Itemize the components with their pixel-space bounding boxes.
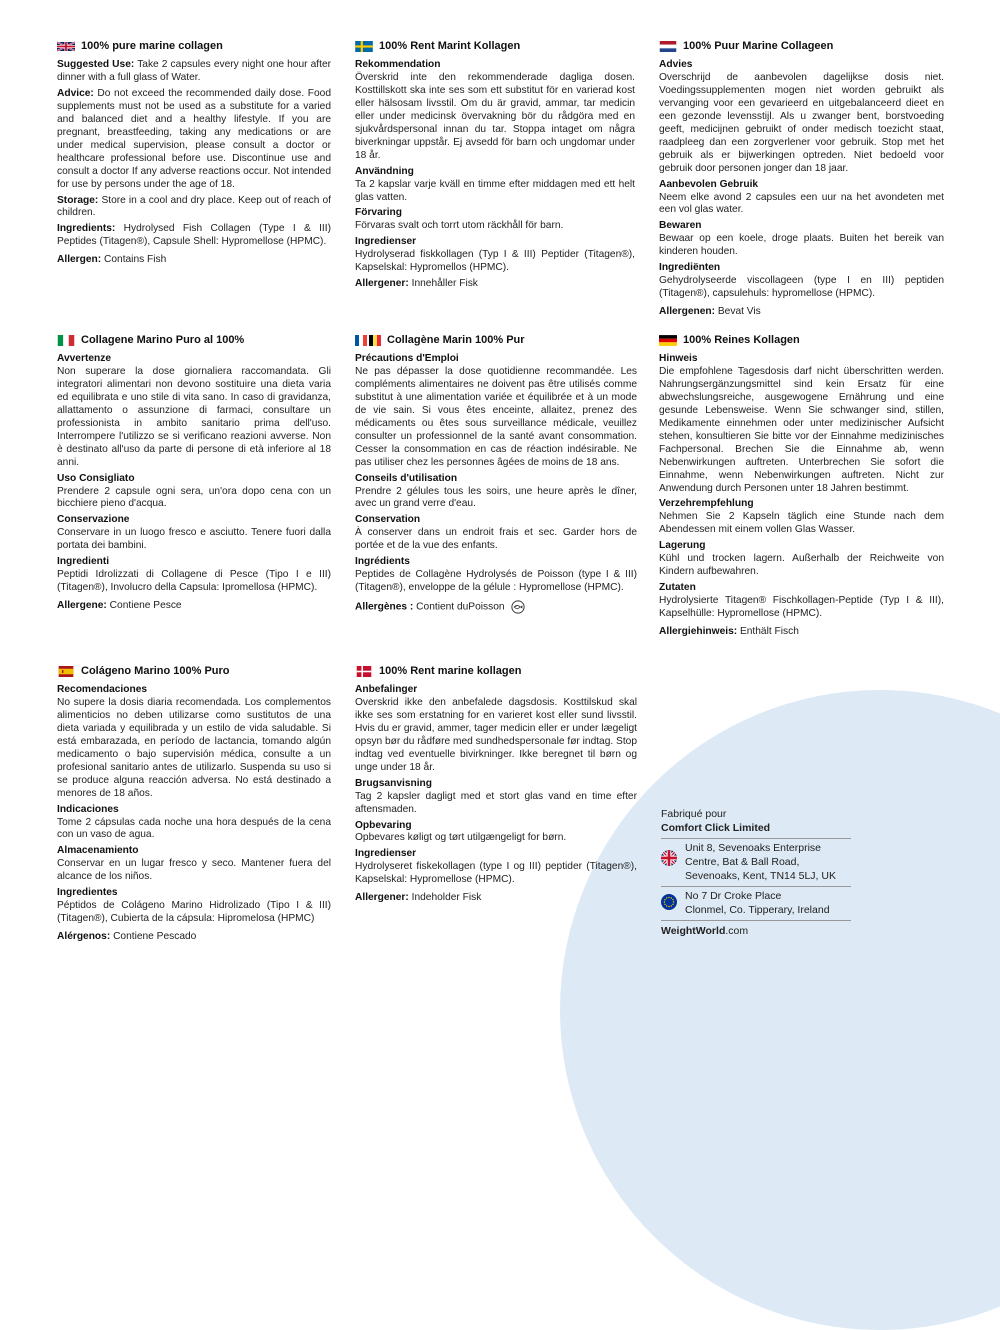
heading: Hinweis: [659, 352, 698, 364]
heading: Ingredienti: [57, 556, 110, 568]
paragraph: Ne pas dépasser la dose quotidienne recommandée. Les compléments alimentaires ne doivent pas être utilisés comme substitut à une alimentation variée et équilibrée et à un mode de vie sain. Si vous êtes enceinte, allaitez, prenez des médicaments ou êtes sous surveillance médicale, veuillez consulter un professionnel de la santé avant consommation. Cesser la consommation en cas de réaction indésirable. Ne pas utiliser chez les personnes âgées de moins de 18 ans.: [355, 365, 637, 468]
section-title: [57, 334, 331, 348]
paragraph: Overschrijd de aanbevolen dagelijkse dosis niet. Voedingssupplementen mogen niet worden gebruikt als vervanging voor een gevarieerd en uitgebalanceerd dieet en een gezonde levensstijl. Als u zwanger bent, borstvoeding geeft, medicijnen gebruikt of onder medisch toezicht staat, raadpleeg dan een zorgverlener voor gebruik. Stop met het gebruik als er bijwerkingen optreden. Niet bedoeld voor gebruik door personen jonger dan 18 jaar.: [659, 71, 944, 174]
spanish-section: [57, 665, 331, 947]
heading: Conseils d'utilisation: [355, 472, 458, 484]
heading: Conservazione: [57, 514, 130, 526]
paragraph: Hydrolyserad fiskkollagen (Typ I & III) Peptider (Titagen®), Kapselskal: Hypromellos (HPMC).: [355, 249, 635, 274]
section-title: [355, 40, 635, 54]
german-section: [659, 334, 944, 642]
netherlands-flag-icon: [659, 41, 677, 52]
paragraph: Hydrolysierte Titagen® Fischkollagen-Peptide (Typ I & III), Kapselhülle: Hypromellose (HPMC).: [659, 595, 944, 620]
ingredients-text: Hydrolysed Fish Collagen (Type I & III) Peptides (Titagen®), Capsule Shell: Hypromellose (HPMC).: [57, 223, 331, 248]
allergen-text: Indeholder Fisk: [411, 892, 482, 904]
paragraph: Tome 2 cápsulas cada noche una hora después de la cena con un vaso de agua.: [57, 816, 331, 841]
heading: Ingrédients: [355, 556, 410, 568]
italy-flag-icon: [57, 335, 75, 346]
paragraph: Prendere 2 capsule ogni sera, un'ora dopo cena con un bicchiere pieno d'acqua.: [57, 485, 331, 510]
heading: Användning: [355, 165, 414, 177]
section-title-text: 100% Rent marine kollagen: [379, 665, 522, 677]
ingredients-label: Ingredients:: [57, 223, 116, 235]
allergen-label: Allergen:: [57, 254, 102, 266]
allergen-label: Alérgenos:: [57, 931, 111, 943]
paragraph: Peptides de Collagène Hydrolysés de Poisson (type I & III) (Titagen®), enveloppe de la gélule : Hypromellose (HPMC).: [355, 569, 637, 594]
section-title-text: 100% Reines Kollagen: [683, 334, 800, 346]
allergen-text: Enthält Fisch: [739, 626, 799, 638]
danish-section: [355, 665, 637, 908]
section-title-text: Colágeno Marino 100% Puro: [81, 665, 230, 677]
eu-flag-icon: [661, 894, 677, 910]
heading: Avvertenze: [57, 352, 111, 364]
allergen-label: Allergener:: [355, 892, 409, 904]
paragraph: Conservare in un luogo fresco e asciutto. Tenere fuori dalla portata dei bambini.: [57, 527, 331, 552]
allergen-text: Contiene Pescado: [113, 931, 197, 943]
section-title-text: 100% Puur Marine Collageen: [683, 40, 834, 52]
heading: Ingredienser: [355, 848, 417, 860]
section-title: [355, 334, 637, 348]
paragraph: No supere la dosis diaria recomendada. Los complementos alimenticios no deben utilizarse como sustitutos de una dieta variada y equilibrada y un estilo de vida saludable. Si está embarazada, en período de lactancia, tomando algún medicamento o bajo supervisión médica, consulte a un profesional sanitario antes de utilizarlo. Suspenda su uso si se produce alguna reacción adversa. No está destinado a menores de 18 años.: [57, 696, 331, 799]
address-line: Centre, Bat & Ball Road,: [685, 855, 800, 868]
allergen-text: Contains Fish: [104, 254, 167, 266]
divider: [661, 838, 851, 839]
paragraph: Tag 2 kapsler dagligt med et stort glas vand en time efter aftensmaden.: [355, 790, 637, 815]
allergen-text: Contiene Pesce: [109, 600, 182, 612]
allergen-label: Allergènes :: [355, 601, 414, 613]
section-title: [355, 665, 637, 679]
heading: Uso Consigliato: [57, 472, 135, 484]
address-line: No 7 Dr Croke Place: [685, 890, 782, 903]
paragraph: Nehmen Sie 2 Kapseln täglich eine Stunde nach dem Abendessen mit einem vollen Glas Wasser.: [659, 511, 944, 536]
spain-flag-icon: [57, 666, 75, 677]
storage-text: Store in a cool and dry place. Keep out of reach of children.: [57, 194, 331, 219]
allergen-label: Allergener:: [355, 278, 409, 290]
dutch-section: [659, 40, 944, 322]
heading: Aanbevolen Gebruik: [659, 178, 759, 190]
germany-flag-icon: [659, 335, 677, 346]
heading: Advies: [659, 58, 693, 70]
address-line: Unit 8, Sevenoaks Enterprise: [685, 842, 821, 855]
heading: Rekommendation: [355, 58, 441, 70]
denmark-flag-icon: [355, 666, 373, 677]
allergen-label: Allergene:: [57, 600, 107, 612]
paragraph: Opbevares køligt og tørt utilgængeligt for børn.: [355, 832, 567, 844]
allergen-label: Allergenen:: [659, 306, 716, 318]
paragraph: Neem elke avond 2 capsules een uur na het avondeten met een vol glas water.: [659, 191, 944, 216]
address-line: Clonmel, Co. Tipperary, Ireland: [685, 903, 830, 916]
uk-flag-icon: [661, 850, 677, 866]
paragraph: Bewaar op een koele, droge plaats. Buiten het bereik van kinderen houden.: [659, 233, 944, 258]
website-domain: .com: [725, 925, 749, 938]
italian-section: [57, 334, 331, 616]
paragraph: Peptidi Idrolizzati di Collagene di Pesce (Tipo I e III) (Titagen®), Involucro della Capsula: Ipromellosa (HPMC).: [57, 569, 331, 594]
paragraph: Prendre 2 gélules tous les soirs, une heure après le dîner, avec un grand verre d'eau.: [355, 485, 637, 510]
section-title: [659, 334, 944, 348]
uk-flag-icon: [57, 41, 75, 52]
france-flag-icon: [355, 335, 367, 346]
section-title: [57, 40, 331, 54]
paragraph: Die empfohlene Tagesdosis darf nicht überschritten werden. Nahrungsergänzungsmittel sind kein Ersatz für eine abwechslungsreiche, ausgewogene Ernährung und eine gesunde Lebensweise. Wenn Sie schwanger sind, stillen, Medikamente einnehmen oder unter medizinischer Aufsicht stehen, konsultieren Sie bitte vor der Einnahme medizinisches Fachpersonal. Brechen Sie die Einnahme ab, wenn Nebenwirkungen auftreten. Unterbrechen Sie sofort die Einnahme, wenn Nebenwirkungen auftreten. Nicht zur Anwendung durch Personen unter 18 Jahren bestimmt.: [659, 365, 944, 494]
paragraph: Overskrid ikke den anbefalede dagsdosis. Kosttilskud skal ikke ses som erstatning for en varieret kost eller sund livsstil. Hvis du er gravid, ammer, tager medicin eller er under lægeligt opsyn bør du rådføre med sundhedspersonale før indtag. Stop indtag ved eventuelle bivirkninger. Ikke beregnet til børn og unge under 18 år.: [355, 696, 638, 773]
use-text: Take 2 capsules every night one hour after dinner with a full glass of Water.: [57, 58, 332, 83]
paragraph: Hydrolyseret fiskekollagen (type I og III) peptider (Titagen®), Kapselskal: Hypromellose (HPMC).: [355, 861, 637, 886]
heading: Almacenamiento: [57, 845, 139, 857]
section-title-text: Collagène Marin 100% Pur: [387, 334, 525, 346]
allergen-text: Contient duPoisson: [416, 601, 505, 613]
heading: Ingredienser: [355, 236, 417, 248]
allergen-text: Bevat Vis: [717, 306, 761, 318]
divider: [661, 920, 851, 921]
belgium-flag-icon: [369, 335, 381, 346]
allergen-text: Innehåller Fisk: [411, 278, 478, 290]
paragraph: Gehydrolyseerde viscollageen (type I en III) peptiden (Titagen®), capsulehuls: hypromellose (HPMC).: [659, 275, 944, 300]
paragraph: Förvaras svalt och torrt utom räckhåll för barn.: [355, 220, 564, 232]
paragraph: Conservar en un lugar fresco y seco. Mantener fuera del alcance de los niños.: [57, 858, 331, 883]
paragraph: Ta 2 kapslar varje kväll en timme efter middagen med ett helt glas vatten.: [355, 178, 635, 203]
advice-label: Advice:: [57, 87, 94, 99]
eu-address: [661, 890, 851, 917]
heading: Opbevaring: [355, 819, 412, 831]
section-title-text: Collagene Marino Puro al 100%: [81, 334, 245, 346]
storage-label: Storage:: [57, 194, 99, 206]
heading: Précautions d'Emploi: [355, 352, 459, 364]
website-name: WeightWorld: [661, 925, 726, 938]
made-for-label: Fabriqué pour: [661, 808, 727, 820]
swedish-section: [355, 40, 635, 294]
heading: Brugsanvisning: [355, 777, 432, 789]
website-link[interactable]: [661, 925, 851, 939]
heading: Recomendaciones: [57, 683, 148, 695]
advice-text: Do not exceed the recommended daily dose. Food supplements must not be used as a substitute for a varied and balanced diet and a healthy lifestyle. If you are pregnant, breastfeeding, taking any medications or are under medical supervision, please consult a doctor or healthcare professional before use. Discontinue use and consult a doctor If any adverse reactions occur. Not intended for use by persons under the age of 18.: [57, 87, 331, 190]
section-title-text: 100% pure marine collagen: [81, 40, 223, 52]
manufacturer-info: [661, 808, 851, 939]
section-title-text: 100% Rent Marint Kollagen: [379, 40, 521, 52]
divider: [661, 886, 851, 887]
heading: Ingrediënten: [659, 262, 721, 274]
uk-address: [661, 842, 851, 883]
heading: Verzehrempfehlung: [659, 498, 754, 510]
heading: Indicaciones: [57, 803, 119, 815]
paragraph: Péptidos de Colágeno Marino Hidrolizado (Tipo I & III) (Titagen®), Cubierta de la cápsula: Hipromelosa (HPMC): [57, 900, 331, 925]
heading: Bewaren: [659, 220, 702, 232]
heading: Lagerung: [659, 540, 706, 552]
french-section: [355, 334, 637, 618]
company-name: Comfort Click Limited: [661, 821, 771, 834]
section-title: [57, 665, 331, 679]
heading: Conservation: [355, 514, 421, 526]
heading: Anbefalinger: [355, 683, 418, 695]
heading: Zutaten: [659, 582, 696, 594]
english-section: [57, 40, 331, 270]
use-label: Suggested Use:: [57, 58, 135, 70]
heading: Ingredientes: [57, 887, 118, 899]
paragraph: À conserver dans un endroit frais et sec. Garder hors de portée et de la vue des enfants.: [355, 527, 637, 552]
section-title: [659, 40, 944, 54]
heading: Förvaring: [355, 207, 402, 219]
fish-icon: [511, 600, 525, 614]
paragraph: Överskrid inte den rekommenderade dagliga dosen. Kosttillskott ska inte ses som ett substitut för en varierad kost eller hälsosam livsstil. Om du är gravid, ammar, tar medicin eller under medicinsk övervakning bör du rådgöra med en sjukvårdspersonal innan du tar. Stoppa intaget om några biverkningar uppstår. Ej avsedd för barn och ungdomar under 18 år.: [355, 71, 635, 161]
address-line: Sevenoaks, Kent, TN14 5LJ, UK: [685, 869, 836, 882]
allergen-label: Allergiehinweis:: [659, 626, 738, 638]
sweden-flag-icon: [355, 41, 373, 52]
paragraph: Kühl und trocken lagern. Außerhalb der Reichweite von Kindern aufbewahren.: [659, 553, 944, 578]
paragraph: Non superare la dose giornaliera raccomandata. Gli integratori alimentari non devono sostituire una dieta varia ed equilibrata e uno stile di vita sano. In caso di gravidanza, allattamento o assunzione di farmaci, consultare un professionista in ambito sanitario prima dell'uso. Interrompere l'utilizzo se si verificano reazioni avverse. Non è destinato all'uso da parte di persone di età inferiore al 18 anni.: [57, 365, 331, 468]
